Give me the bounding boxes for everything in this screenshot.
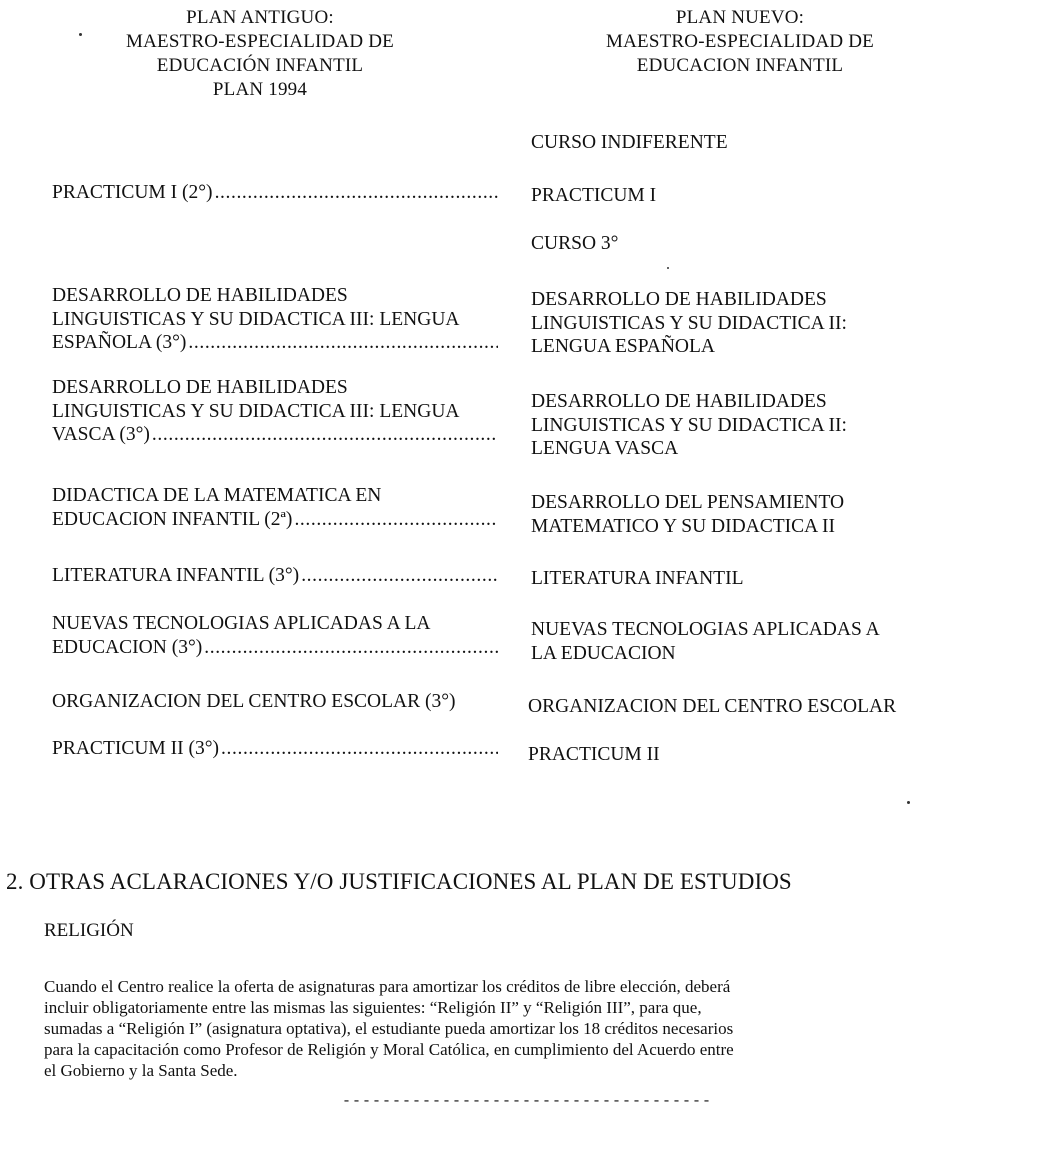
subject-text: LITERATURA INFANTIL: [531, 568, 744, 589]
paragraph-line: sumadas a “Religión I” (asignatura optativa), el estudiante pueda amortizar los 18 créditos necesarios: [44, 1019, 734, 1038]
right-header-line: MAESTRO-ESPECIALIDAD DE: [606, 31, 874, 52]
group-label-curso-indiferente: CURSO INDIFERENTE: [531, 132, 728, 153]
subject-text: LENGUA VASCA: [531, 438, 679, 459]
subsection-title: RELIGIÓN: [44, 920, 134, 941]
paragraph-line: incluir obligatoriamente entre las mismas las siguientes: “Religión II” y “Religión III”, para que,: [44, 998, 702, 1017]
religion-paragraph: [44, 976, 944, 1081]
subject-text: LA EDUCACION: [531, 642, 676, 664]
group-label-curso-3: CURSO 3°: [531, 233, 619, 254]
subject-text: ORGANIZACION DEL CENTRO ESCOLAR (3°): [52, 691, 456, 712]
subject-text: VASCA (3°): [52, 424, 150, 445]
new-subject-practicum-2: [528, 743, 660, 767]
subject-text: ORGANIZACION DEL CENTRO ESCOLAR: [528, 696, 897, 717]
dot-leader: [204, 636, 498, 660]
subject-text: LITERATURA INFANTIL (3°): [52, 565, 300, 586]
subject-text: LENGUA ESPAÑOLA: [531, 336, 716, 357]
left-column-header: [95, 6, 425, 102]
old-subject-practicum-2: [52, 737, 498, 761]
paragraph-line: Cuando el Centro realice la oferta de asignaturas para amortizar los créditos de libre elección, deberá: [44, 977, 731, 996]
new-subject-lengua-espanola: [531, 288, 847, 359]
paragraph-line: para la capacitación como Profesor de Religión y Moral Católica, en cumplimiento del Acuerdo entre: [44, 1040, 734, 1059]
new-subject-matematica: [531, 491, 844, 538]
old-subject-nuevas-tecnologias: [52, 612, 498, 659]
dot-leader: [301, 564, 498, 588]
section-title: 2. OTRAS ACLARACIONES Y/O JUSTIFICACIONES AL PLAN DE ESTUDIOS: [6, 869, 792, 894]
subject-text: LINGUISTICAS Y SU DIDACTICA III: LENGUA: [52, 400, 460, 422]
old-subject-matematica: [52, 484, 498, 531]
left-header-line: MAESTRO-ESPECIALIDAD DE: [126, 31, 394, 52]
separator-dashes: -------------------------------------: [342, 1093, 713, 1110]
paragraph-line: el Gobierno y la Santa Sede.: [44, 1061, 238, 1080]
subject-text: PRACTICUM II: [528, 744, 660, 765]
subject-text: LINGUISTICAS Y SU DIDACTICA III: LENGUA: [52, 308, 460, 330]
right-header-line: EDUCACION INFANTIL: [636, 55, 844, 76]
new-subject-practicum-1: [531, 184, 656, 208]
dot-leader: [215, 181, 498, 205]
old-subject-lengua-espanola: [52, 284, 498, 355]
dot-leader: [188, 331, 498, 355]
subject-text: NUEVAS TECNOLOGIAS APLICADAS A LA: [52, 613, 431, 634]
subject-text: PRACTICUM I (2°): [52, 182, 213, 203]
left-header-line: PLAN 1994: [212, 79, 308, 100]
subject-text: EDUCACION (3°): [52, 636, 203, 658]
dot-leader: [294, 508, 498, 532]
old-subject-practicum-1: [52, 181, 498, 205]
left-header-line: PLAN ANTIGUO:: [186, 7, 334, 28]
subject-text: DIDACTICA DE LA MATEMATICA EN: [52, 485, 382, 506]
subject-text: DESARROLLO DE HABILIDADES: [531, 289, 827, 310]
right-header-line: PLAN NUEVO:: [675, 7, 805, 28]
subject-text: LINGUISTICAS Y SU DIDACTICA II:: [531, 414, 847, 436]
old-subject-lengua-vasca: [52, 376, 498, 447]
scan-speck: [907, 801, 910, 804]
new-subject-lengua-vasca: [531, 390, 847, 461]
new-subject-organizacion: [528, 695, 896, 719]
subject-text: ESPAÑOLA (3°): [52, 332, 187, 353]
subject-text: EDUCACION INFANTIL (2ª): [52, 508, 293, 530]
subject-text: DESARROLLO DE HABILIDADES: [52, 377, 348, 398]
left-header-line: EDUCACIÓN INFANTIL: [156, 55, 364, 76]
right-column-header: [575, 6, 905, 78]
new-subject-nuevas-tecnologias: [531, 618, 880, 665]
old-subject-organizacion: [52, 690, 456, 714]
scan-speck: [667, 267, 669, 269]
subject-text: LINGUISTICAS Y SU DIDACTICA II:: [531, 312, 847, 334]
subject-text: NUEVAS TECNOLOGIAS APLICADAS A: [531, 619, 880, 640]
subject-text: PRACTICUM I: [531, 185, 657, 206]
subject-text: PRACTICUM II (3°): [52, 738, 220, 759]
dot-leader: [152, 423, 498, 447]
new-subject-literatura: [531, 567, 744, 591]
scan-speck: [79, 33, 82, 36]
subject-text: DESARROLLO DE HABILIDADES: [52, 285, 348, 306]
old-subject-literatura: [52, 564, 498, 588]
subject-text: DESARROLLO DEL PENSAMIENTO: [531, 492, 845, 513]
dot-leader: [221, 737, 498, 761]
subject-text: MATEMATICO Y SU DIDACTICA II: [531, 515, 836, 537]
subject-text: DESARROLLO DE HABILIDADES: [531, 391, 827, 412]
